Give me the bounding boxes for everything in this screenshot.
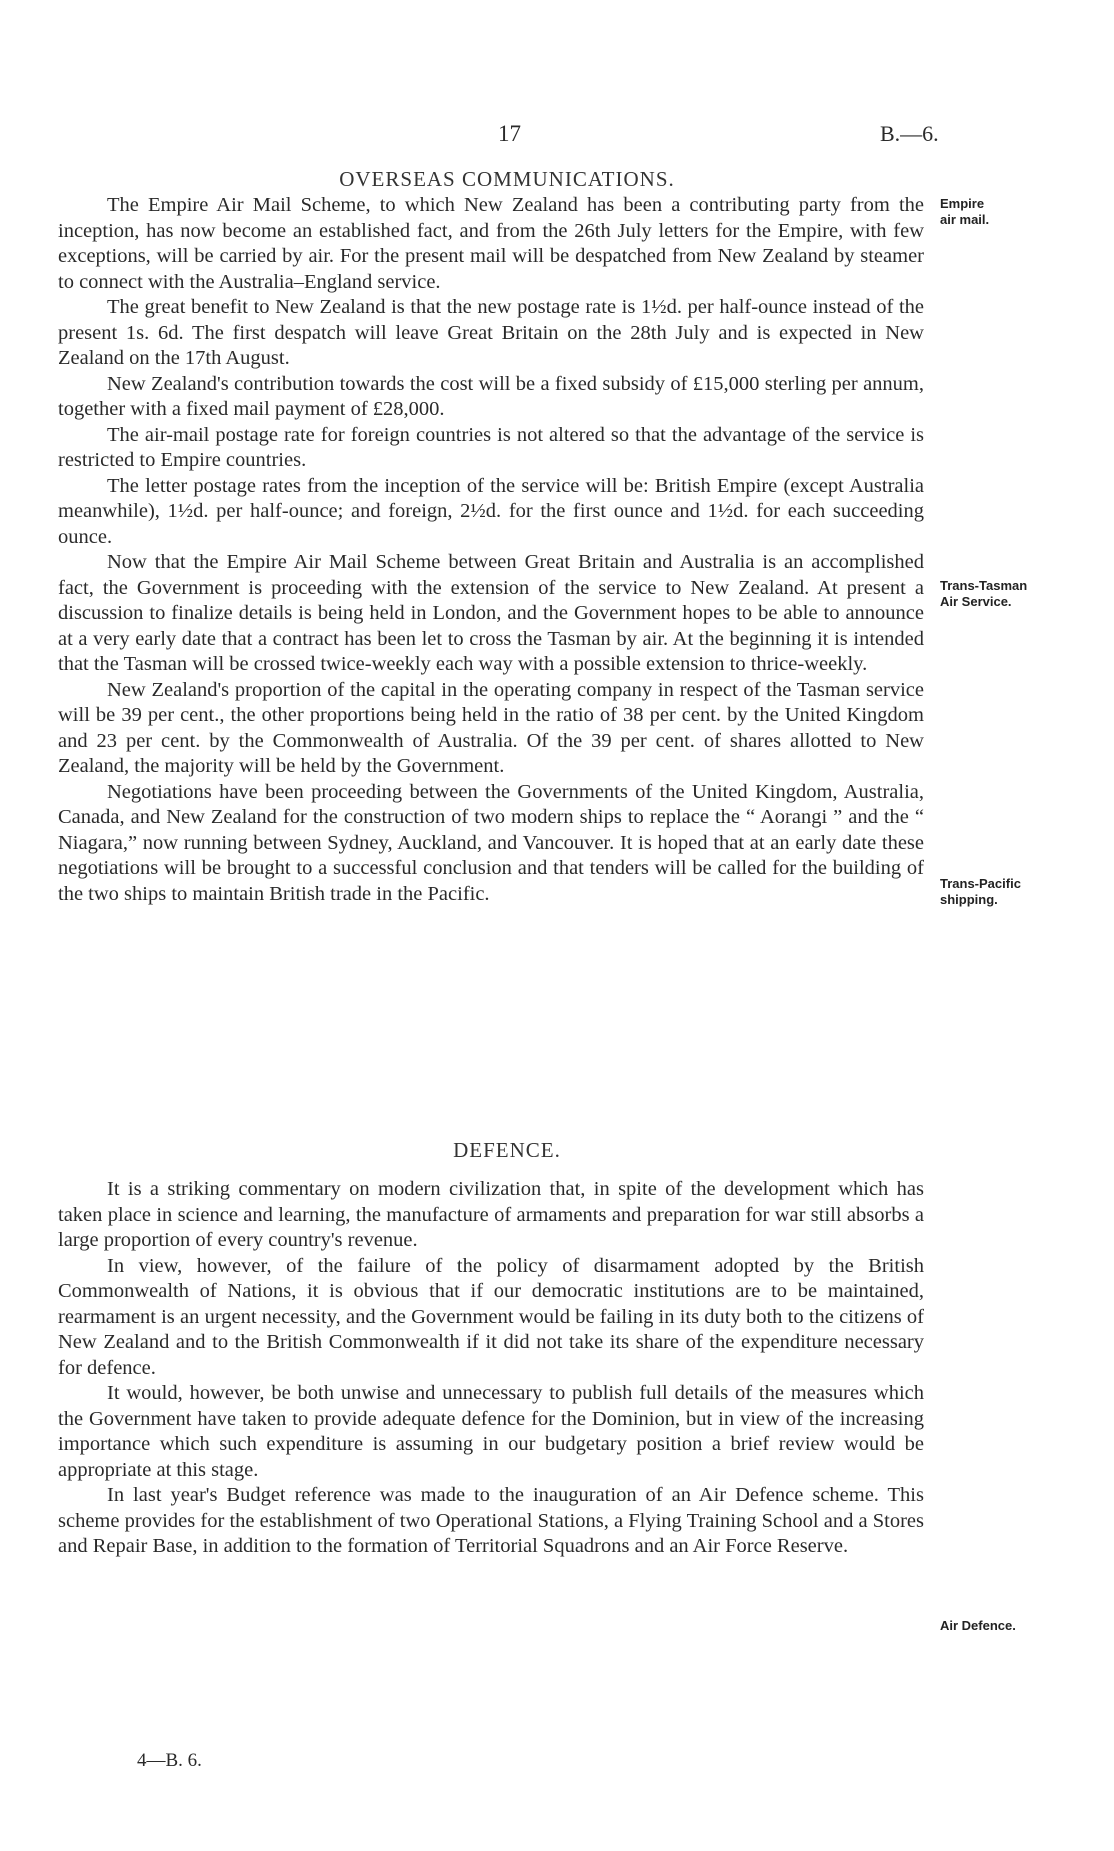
paragraph: In last year's Budget reference was made to the inauguration of an Air Defence scheme. This scheme provides for the establishment of two Operational Stations, a Flying Training School and a Stores and Repair Base, in addition to the formation of Territorial Squadrons and an Air Force Reserve. xyxy=(58,1484,924,1557)
paragraph: The Empire Air Mail Scheme, to which New Zealand has been a contributing party from the inception, has now become an established fact, and from the 26th July letters for the Empire, with few exceptions, will be carried by air. For the present mail will be despatched from New Zealand by steamer to connect with the Australia–England service. xyxy=(58,194,924,293)
paragraph: The air-mail postage rate for foreign countries is not altered so that the advantage of the service is restricted to Empire countries. xyxy=(58,423,924,471)
margin-note-trans-pacific xyxy=(940,876,1110,908)
margin-note-air-defence xyxy=(940,1618,1110,1634)
footer-signature: 4—B. 6. xyxy=(137,1750,202,1771)
paragraph: In view, however, of the failure of the policy of disarmament adopted by the British Commonwealth of Nations, it is obvious that if our democratic institutions are to be maintained, rearmament is an urgent necessity, and the Government would be failing in its duty both to the citizens of New Zealand and to the British Commonwealth if it did not take its share of the expenditure necessary for defence. xyxy=(58,1254,924,1379)
paragraph: New Zealand's proportion of the capital in the operating company in respect of the Tasman service will be 39 per cent., the other proportions being held in the ratio of 38 per cent. by the United Kingdom and 23 per cent. by the Commonwealth of Australia. Of the 39 per cent. of shares allotted to New Zealand, the majority will be held by the Government. xyxy=(58,678,924,777)
section-heading-defence: DEFENCE. xyxy=(453,1138,561,1162)
section-heading-overseas: OVERSEAS COMMUNICATIONS. xyxy=(339,167,675,191)
document-reference: B.—6. xyxy=(880,121,939,146)
margin-note-trans-tasman xyxy=(940,578,1110,610)
section-body-defence xyxy=(58,1177,924,1560)
margin-note-line: shipping. xyxy=(940,892,998,907)
margin-note-line: Trans-Pacific xyxy=(940,876,1021,891)
paragraph: Negotiations have been proceeding between the Governments of the United Kingdom, Australia, Canada, and New Zealand for the construction of two modern ships to replace the “ Aorangi ” and the “ Niagara,” now running between Sydney, Auckland, and Vancouver. It is hoped that at an early date these negotiations will be brought to a successful conclusion and that tenders will be called for the building of the two ships to maintain British trade in the Pacific. xyxy=(58,780,924,905)
margin-note-empire-air-mail xyxy=(940,196,1110,228)
paragraph: It would, however, be both unwise and unnecessary to publish full details of the measures which the Government have taken to provide adequate defence for the Dominion, but in view of the increasing importance which such expenditure is assuming in our budgetary position a brief review would be appropriate at this stage. xyxy=(58,1382,924,1481)
paragraph: New Zealand's contribution towards the cost will be a fixed subsidy of £15,000 sterling per annum, together with a fixed mail payment of £28,000. xyxy=(58,372,924,420)
paragraph: The letter postage rates from the inception of the service will be: British Empire (except Australia meanwhile), 1½d. per half-ounce; and foreign, 2½d. for the first ounce and 1½d. for each succeeding ounce. xyxy=(58,474,924,548)
margin-note-line: Air Service. xyxy=(940,594,1012,609)
paragraph: It is a striking commentary on modern civilization that, in spite of the development which has taken place in science and learning, the manufacture of armaments and preparation for war still absorbs a large proportion of every country's revenue. xyxy=(58,1178,924,1251)
paragraph: The great benefit to New Zealand is that the new postage rate is 1½d. per half-ounce instead of the present 1s. 6d. The first despatch will leave Great Britain on the 28th July and is expected in New Zealand on the 17th August. xyxy=(58,296,924,369)
paragraph: Now that the Empire Air Mail Scheme between Great Britain and Australia is an accomplished fact, the Government is proceeding with the extension of the service to New Zealand. At present a discussion to finalize details is being held in London, and the Government hopes to be able to announce at a very early date that a contract has been let to cross the Tasman by air. At the beginning it is intended that the Tasman will be crossed twice-weekly each way with a possible extension to thrice-weekly. xyxy=(58,551,924,675)
margin-note-line: Air Defence. xyxy=(940,1618,1016,1633)
section-body-overseas xyxy=(58,193,924,907)
page-number: 17 xyxy=(498,121,521,146)
margin-note-line: Empire xyxy=(940,196,985,211)
margin-note-line: air mail. xyxy=(940,212,990,227)
margin-note-line: Trans-Tasman xyxy=(940,578,1028,593)
